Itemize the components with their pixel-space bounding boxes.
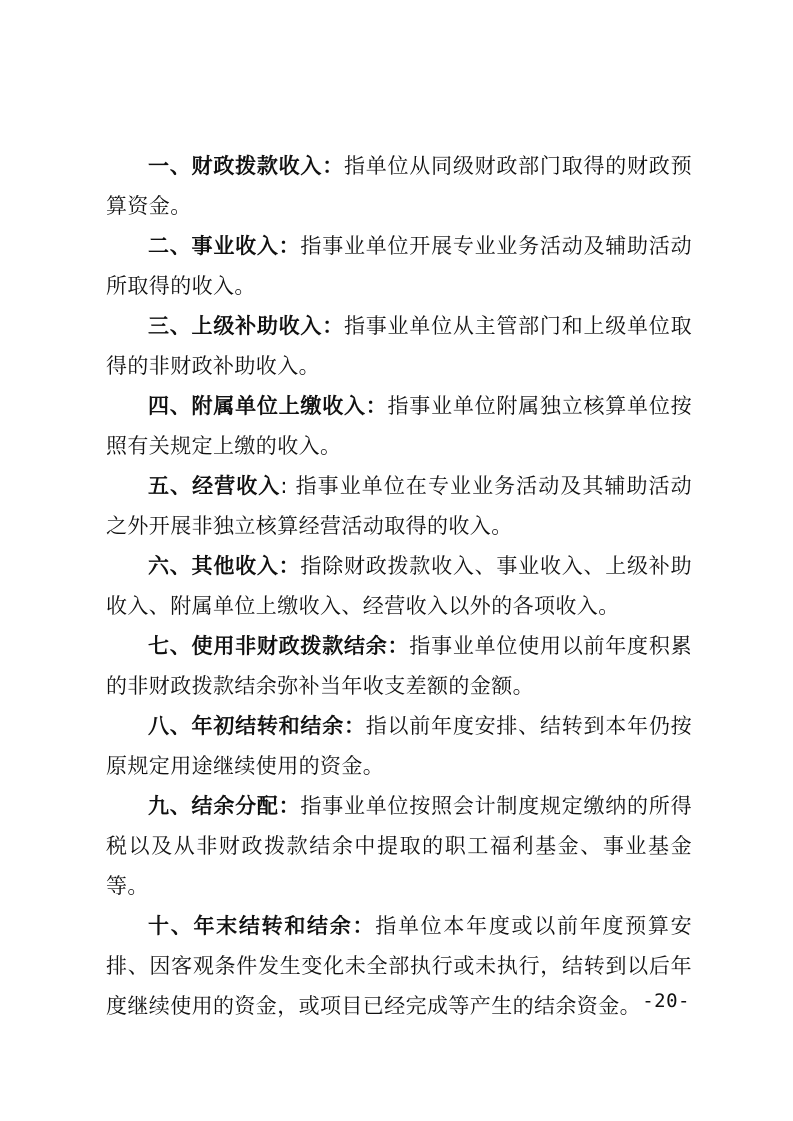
definition-text: 指单位从同级财政部门取得的财政预算资金。	[106, 154, 692, 218]
definition-text: 指事业单位使用以前年度积累的非财政拨款结余弥补当年收支差额的金额。	[106, 634, 692, 698]
definition-text: 指事业单位附属独立核算单位按照有关规定上缴的收入。	[106, 394, 692, 458]
definition-term: 四、附属单位上缴收入：	[148, 394, 388, 418]
definition-item	[106, 906, 692, 1026]
definition-term: 二、事业收入：	[148, 234, 301, 258]
definition-term: 十、年末结转和结余：	[148, 914, 376, 938]
definition-text: 指除财政拨款收入、事业收入、上级补助收入、附属单位上缴收入、经营收入以外的各项收入。	[106, 554, 692, 618]
definition-item	[106, 386, 692, 466]
definition-term: 一、财政拨款收入：	[148, 154, 344, 178]
definition-term: 五、经营收入	[148, 474, 281, 498]
definition-term: 七、使用非财政拨款结余：	[148, 634, 410, 658]
definition-text: : 指事业单位在专业业务活动及其辅助活动之外开展非独立核算经营活动取得的收入。	[106, 474, 693, 538]
definition-item	[106, 306, 692, 386]
definition-item	[106, 546, 692, 626]
definition-term: 三、上级补助收入：	[148, 314, 344, 338]
definition-term: 八、年初结转和结余：	[148, 714, 366, 738]
definition-term: 六、其他收入：	[148, 554, 301, 578]
definition-text: 指事业单位从主管部门和上级单位取得的非财政补助收入。	[106, 314, 692, 378]
definitions-list	[106, 146, 692, 1026]
page-number: -20-	[642, 990, 690, 1012]
definition-item	[106, 146, 692, 226]
definition-text: 指事业单位按照会计制度规定缴纳的所得税以及从非财政拨款结余中提取的职工福利基金、事业基金等。	[106, 794, 692, 898]
definition-item	[106, 706, 692, 786]
definition-text: 指单位本年度或以前年度预算安排、因客观条件发生变化未全部执行或未执行，结转到以后年度继续使用的资金，或项目已经完成等产生的结余资金。	[106, 914, 692, 1018]
definition-text: 指以前年度安排、结转到本年仍按原规定用途继续使用的资金。	[106, 714, 692, 778]
definition-item	[106, 226, 692, 306]
definition-item	[106, 466, 692, 546]
definition-item	[106, 786, 692, 906]
definition-term: 九、结余分配：	[148, 794, 301, 818]
definition-item	[106, 626, 692, 706]
definition-text: 指事业单位开展专业业务活动及辅助活动所取得的收入。	[106, 234, 692, 298]
